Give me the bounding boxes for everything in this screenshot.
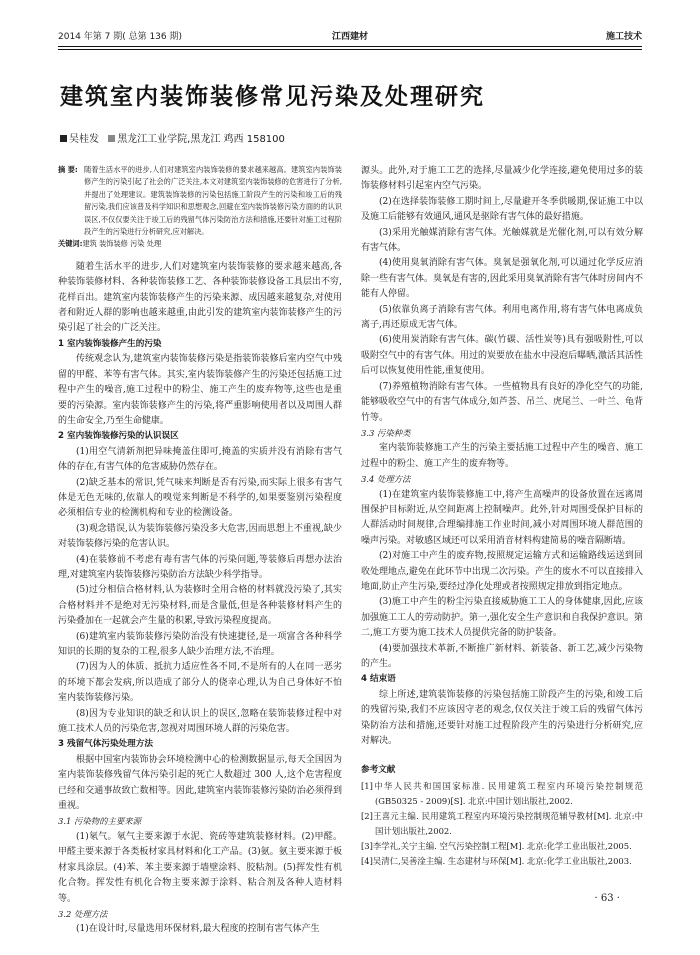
issue-info: 2014 年第 7 期( 总第 136 期) [58,32,182,42]
abstract-text: 随着生活水平的进步,人们对建筑室内装饰装修的要求越来越高。建筑室内装饰装修产生的污染引起了社会的广泛关注,本文对建筑室内装饰装修的危害进行了分析,并提出了处理建议。建筑装饰装修的污染包括施工阶段产生的污染和竣工后的残留污染,我们应该普及科学知识和思想观念,回避在室内装饰装修污染方面的的认识误区,不仅仅要关注于竣工后的残留气体污染防治方法和措施,还要针对施工过程阶段产生的污染进行分析研究,应对解决。 [84,165,342,237]
paragraph: (4)要加强技术革新,不断推广新材料、新装备、新工艺,减少污染物的产生。 [361,643,643,669]
journal-name: 江西建材 [331,32,368,42]
page-number: · 63 · [594,893,620,904]
keywords-label: 关键词: [58,239,83,249]
paragraph: 源头。此外,对于施工工艺的选择,尽量减少化学连接,避免使用过多的装饰装修材料引起室内空气污染。 [361,166,643,192]
subsection-heading: 3.1 污染物的主要来源 [58,816,141,827]
header-rule-thick [58,46,642,47]
paragraph: 传统观念认为,建筑室内装饰装修污染是指装饰装修后室内空气中残留的甲醛、苯等有害气体。其实,室内装饰装修产生的污染还包括施工过程中产生的噪音,施工过程中的粉尘、施工产生的废弃物等,这些也是重要的污染源。室内装饰装修产生的污染,将严重影响使用者以及周围人群的生命安全,乃至生命健康。 [58,354,342,426]
paragraph: (1)氡气。氡气主要来源于水泥、瓷砖等建筑装修材料。(2)甲醛。甲醛主要来源于各类板材家具材料和化工产品。(3)氨。氨主要来源于板材家具涂层。(4)苯、苯主要来源于墙壁涂料、胶粘剂。(5)挥发性有机化合物。挥发性有机化合物主要来源于涂料、粘合剂及各种人造材料等。 [58,831,342,904]
subsection-heading: 3.4 处理方法 [361,474,411,485]
section-heading: 1 室内装饰装修产生的污染 [58,338,162,349]
abstract [58,164,342,238]
paragraph: (1)用空气清新剂把异味掩盖住即可,掩盖的实质并没有消除有害气体的存在,有害气体的危害威胁仍然存在。 [58,446,342,473]
right-column-body [361,164,643,749]
header-rule-thin [58,49,642,50]
left-column [58,164,342,938]
references-list [361,779,643,869]
keywords-text: 建筑 装饰装修 污染 处理 [82,239,162,249]
section-heading: 4 结束语 [361,674,396,685]
paragraph: (6)使用炭消除有害气体。碳(竹碳、活性炭等)具有强吸附性,可以吸附空气中的有害气体。用过的炭要放在盐水中浸泡后曝晒,激活其活性后可以恢复使用性能,重复使用。 [361,335,643,377]
reference-item: [1]中华人民共和国国家标准. 民用建筑工程室内环境污染控制规范(GB50325 - 2009)[S]. 北京:中国计划出版社,2002. [361,780,643,806]
paragraph: 根据中国室内装饰协会环境检测中心的检测数据显示,每天全国因为室内装饰装修残留气体污染引起的死亡人数超过 300 人,这个危害程度已经和交通事故致亡数相等。因此,建筑室内装饰装修污染防治必须得到重视。 [58,754,342,812]
paragraph: (3)观念错误,认为装饰装修污染没多大危害,因而思想上不重视,缺少对装饰装修污染的危害认识。 [58,523,342,550]
paragraph: 综上所述,建筑装饰装修的污染包括施工阶段产生的污染,和竣工后的残留污染,我们不应该因守老的观念,仅仅关注于竣工后的残留气体污染防治方法和措施,还要针对施工过程阶段产生的污染进行分析研究,应对解决。 [361,689,643,747]
paragraph: (2)缺乏基本的常识,凭气味来判断是否有污染,而实际上很多有害气体是无色无味的,依靠人的嗅觉来判断是不科学的,如果要鉴别污染程度必须相信专业的检测机构和专业的检测设备。 [58,477,342,519]
paragraph: (7)因为人的体质、抵抗力适应性各不同,不是所有的人在同一恶劣的环境下都会发病,所以造成了部分人的侥幸心理,认为自己身体好不怕室内装饰装修污染。 [58,662,342,704]
paragraph: 室内装饰装修施工产生的污染主要括施工过程中产生的噪音、施工过程中的粉尘、施工产生的废弃物等。 [361,443,643,469]
paragraph: (2)在选择装饰装修工期时间上,尽量避开冬季供暖期,保证施工中以及施工后能够有效通风,通风是驱除有害气体的最好措施。 [361,196,643,223]
section-name: 施工技术 [605,32,642,42]
section-heading: 3 残留气体污染处理方法 [58,739,153,750]
keywords [58,238,342,250]
abstract-label: 摘 要: [58,165,78,174]
paragraph: (1)在设计时,尽量选用环保材料,最大程度的控制有害气体产生 [76,924,320,935]
paragraph: (8)因为专业知识的缺乏和认识上的误区,忽略在装饰装修过程中对施工技术人员的污染危害,忽视对周围环境人群的污染危害。 [58,708,342,735]
paragraph: (4)在装修前不考虑有毒有害气体的污染问题,等装修后再想办法治理,对建筑室内装饰装修污染防治方法缺少科学指导。 [58,554,342,580]
right-column [361,164,643,869]
left-column-body [58,260,342,938]
paragraph: (3)施工中产生的粉尘污染直接威胁施工工人的身体健康,因此,应该加强施工工人的劳动防护。第一,强化安全生产意识和自我保护意识。第二,施工方要为施工技术人员提供完备的防护装备。 [361,597,643,639]
reference-item: [3]李学礼,关宁主编. 空气污染控制工程[M]. 北京:化学工业出版社,2005. [361,840,632,851]
references-title: 参考文献 [361,765,396,776]
square-bullet-icon [108,135,115,142]
running-header [58,30,642,44]
paper-title: 建筑室内装饰装修常见污染及处理研究 [60,84,485,110]
author-affiliation: 黑龙江工业学院,黑龙江 鸡西 158100 [117,134,285,145]
reference-item: [4]吴清仁,吴善淦主编. 生态建材与环保[M]. 北京:化学工业出版社,2003. [361,855,632,866]
paragraph: (3)采用光触媒消除有害气体。光触媒就是光催化剂,可以有效分解有害气体。 [361,227,643,254]
subsection-heading: 3.2 处理方法 [58,908,108,919]
paragraph: (5)依靠负离子消除有害气体。利用电离作用,将有害气体电离成负离子,再还原成无害气体。 [361,304,643,331]
square-bullet-icon [60,135,67,142]
paragraph: (7)养殖植物消除有害气体。一些植物具有良好的净化空气的功能,能够吸收空气中的有害气体成分,如芦荟、吊兰、虎尾兰、一叶兰、龟背竹等。 [361,381,643,423]
author-name: 吴桂发 [69,134,99,145]
author-line [60,133,285,147]
subsection-heading: 3.3 污染种类 [361,427,411,438]
reference-item: [2]王喜元主编. 民用建筑工程室内环境污染控制规范辅导教材[M]. 北京:中国计划出版社,2002. [361,810,643,836]
paragraph: (2)对施工中产生的废弃物,按照规定运输方式和运输路线运送到回收处理地点,避免在此环节中出现二次污染。产生的废水不可以直接排入地面,防止产生污染,要经过净化处理或者按照规定排放到指定地点。 [361,551,643,592]
paragraph: (4)使用臭氧消除有害气体。臭氧是强氧化剂,可以通过化学反应消除一些有害气体。臭氧是有害的,因此采用臭氧消除有害气体时房间内不能有人停留。 [361,258,643,300]
paragraph: (6)建筑室内装饰装修污染防治没有快速捷径,是一项富含各种科学知识的长期的复杂的工程,很多人缺少治理方法,不治理。 [58,631,342,657]
paragraph: (1)在建筑室内装饰装修施工中,将产生高噪声的设备放置在远离周围保护目标附近,从空间距离上控制噪声。此外,针对周围受保护目标的人群活动时间规律,合理编排施工作业时间,减小对周围环境人群范围的噪声污染。对敏感区域还可以采用消音材料构建简易的噪音隔断墙。 [361,489,643,546]
section-heading: 2 室内装饰装修污染的认识误区 [58,431,179,442]
paragraph: (5)过分相信合格材料,认为装修时全用合格的材料就没污染了,其实合格材料并不是绝对无污染材料,而是含量低,但是各种装修材料产生的污染叠加在一起就会产生量的积累,导致污染程度提高。 [58,585,342,627]
paragraph: 随着生活水平的进步,人们对建筑室内装饰装修的要求越来越高,各种装饰装修材料、各种装饰装修工艺、各种装饰装修设备工具层出不穷,花样百出。建筑室内装饰装修产生的污染来源、成因越来越复杂,对使用者和附近人群的影响也越来越重,由此引发的建筑室内装饰装修产生的污染引起了社会的广泛关注。 [58,261,342,334]
